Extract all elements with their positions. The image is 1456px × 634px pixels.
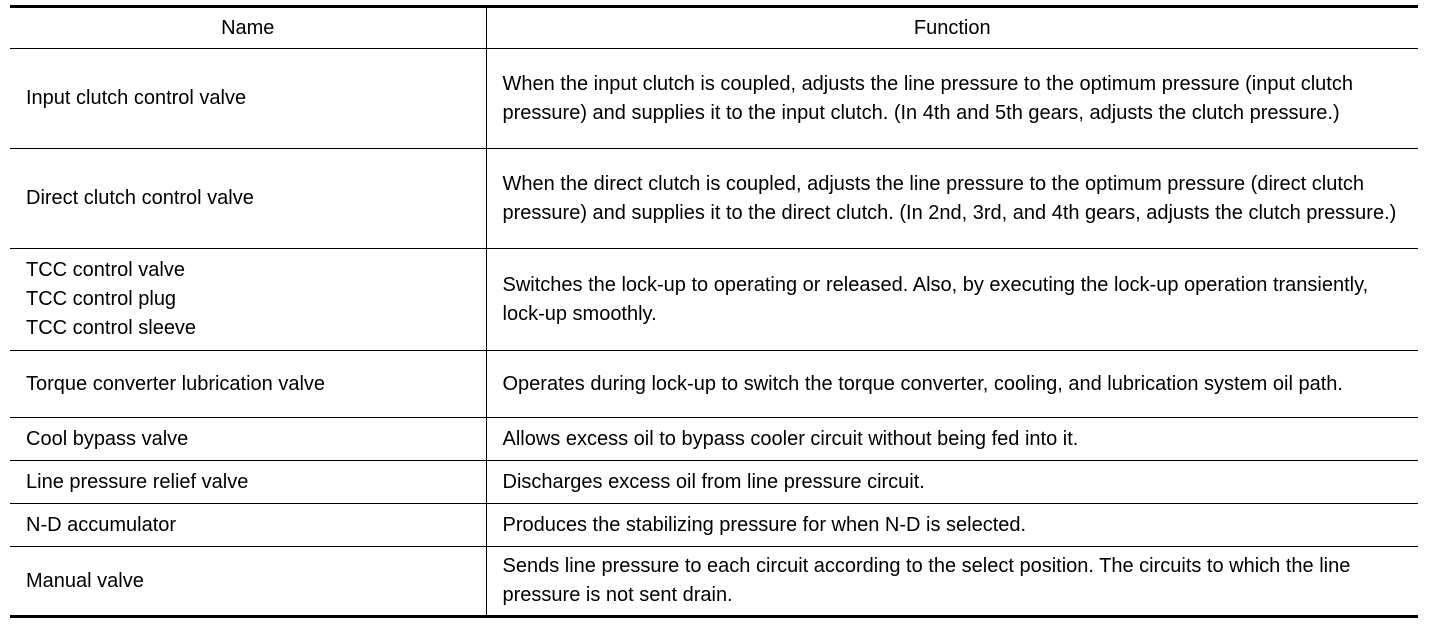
row-name-cell xyxy=(10,351,486,418)
row-name-cell xyxy=(10,249,486,351)
valve-function-table-container xyxy=(10,5,1418,618)
component-name: TCC control plug xyxy=(26,288,177,310)
table-row xyxy=(10,461,1418,504)
row-name-cell xyxy=(10,547,486,617)
row-function-cell: When the input clutch is coupled, adjusts the line pressure to the optimum pressure (input clutch pressure) and supplies it to the input clutch. (In 4th and 5th gears, adjusts the clutch pressure.) xyxy=(486,49,1418,149)
table-row xyxy=(10,49,1418,149)
component-name: N-D accumulator xyxy=(26,513,177,536)
component-name: Line pressure relief valve xyxy=(26,470,249,493)
table-row xyxy=(10,149,1418,249)
table-row xyxy=(10,351,1418,418)
row-function-cell: Sends line pressure to each circuit according to the select position. The circuits to which the line pressure is not sent drain. xyxy=(502,555,1351,606)
header-function: Function xyxy=(486,7,1418,49)
row-function-cell: When the direct clutch is coupled, adjusts the line pressure to the optimum pressure (direct clutch pressure) and supplies it to the direct clutch. (In 2nd, 3rd, and 4th gears, adjusts the clutch pressure.) xyxy=(486,149,1418,249)
component-name: TCC control sleeve xyxy=(26,317,197,339)
header-name: Name xyxy=(10,7,486,49)
row-function-cell: Allows excess oil to bypass cooler circuit without being fed into it. xyxy=(486,418,1418,461)
table-row xyxy=(10,418,1418,461)
row-function-cell: Discharges excess oil from line pressure circuit. xyxy=(486,461,1418,504)
component-name: Input clutch control valve xyxy=(26,87,247,109)
component-name: Direct clutch control valve xyxy=(26,187,254,209)
row-name-cell xyxy=(10,461,486,504)
component-name: Cool bypass valve xyxy=(26,427,189,450)
row-name-cell xyxy=(10,418,486,461)
table-row xyxy=(10,504,1418,547)
table-row xyxy=(10,249,1418,351)
component-name: Manual valve xyxy=(26,569,144,592)
table-row xyxy=(10,547,1418,617)
component-name: TCC control valve xyxy=(26,259,185,281)
row-name-cell xyxy=(10,504,486,547)
component-name: Torque converter lubrication valve xyxy=(26,372,326,395)
valve-function-table xyxy=(10,5,1418,618)
row-function-cell: Operates during lock-up to switch the torque converter, cooling, and lubrication system oil path. xyxy=(486,351,1418,418)
row-function-cell: Switches the lock-up to operating or released. Also, by executing the lock-up operation transiently, lock-up smoothly. xyxy=(486,249,1418,351)
table-header-row xyxy=(10,7,1418,49)
row-name-cell xyxy=(10,49,486,149)
row-function-cell: Produces the stabilizing pressure for when N-D is selected. xyxy=(486,504,1418,547)
row-name-cell xyxy=(10,149,486,249)
